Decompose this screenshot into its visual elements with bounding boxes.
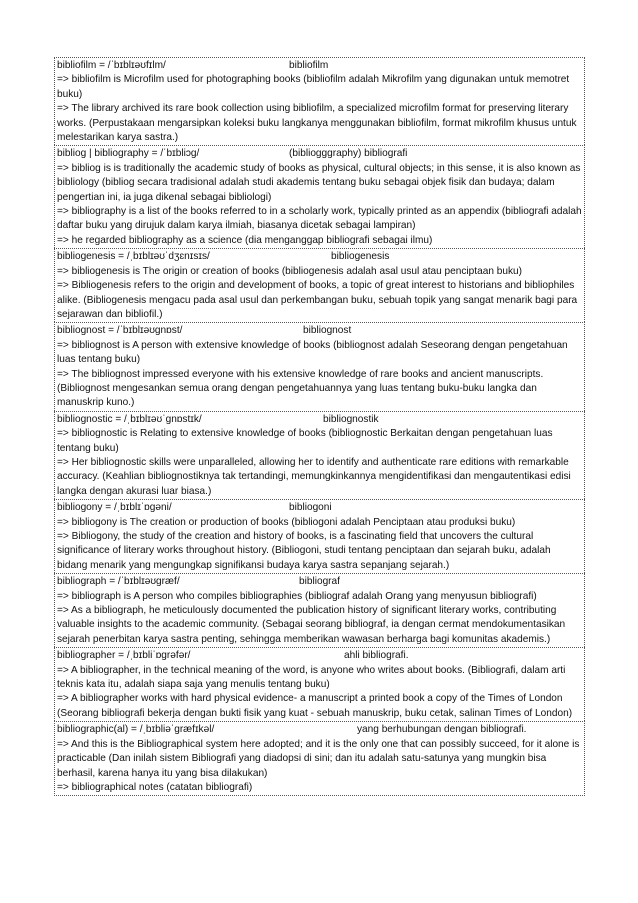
dictionary-entry: [54, 721, 585, 796]
entry-example-line: => biblio​g is is traditionally the academic study of books as physical, cultural objects; in this sense, it is also known as bibliology (bibliog secara tradisional adalah studi akademis tentang buku sebagai objek fisik dan budaya; dalam pengertian ini, ia juga dikenal sebagai bibliologi): [57, 162, 581, 203]
entry-example-line: => bibliogony is The creation or production of books (bibliogoni adalah Penciptaan atau produksi buku): [57, 516, 516, 528]
entry-heading: [57, 575, 582, 589]
entry-translation: bibliofilm: [289, 60, 329, 71]
dictionary-entry: [54, 499, 585, 573]
entry-example-line: => bibliographical notes (catatan bibliografi): [57, 781, 253, 793]
entry-example-line: => The bibliognost impressed everyone with his extensive knowledge of rare books and ancient manuscripts. (Bibliognost mengesankan semua orang dengan pengetahuannya yang luas tentang buku-buku langka dan manuskrip kuno.): [57, 368, 544, 409]
entry-example-line: => A bibliographer works with hard physical evidence- a manuscript a printed book a copy of the Times of London (Seorang bibliografi bekerja dengan bukti fisik yang kuat - sebuah manuskrip, buku cetak, salinan Times of London): [57, 693, 573, 719]
entry-heading: [57, 147, 582, 161]
entry-example-line: => he regarded bibliography as a science (dia menganggap bibliografi sebagai ilmu): [57, 234, 433, 246]
entry-term: bibliographer = /ˌbɪbliˈɒgrəfər/: [57, 650, 191, 662]
entry-translation: yang berhubungan dengan bibliografi.: [357, 724, 527, 736]
entry-example-line: => A bibliographer, in the technical meaning of the word, is anyone who writes about books. (Bibliografi, dalam arti teknis kata itu, adalah siapa saja yang menulis tentang buku): [57, 664, 566, 691]
entry-example-line: => Bibliogony, the study of the creation and history of books, is a fascinating field that uncovers the cultural significance of literary works throughout history. (Bibliogoni, studi tentang penciptaan dan sejarah buku, adalah bidang menarik yang mengungkap signifikansi budaya karya sastra sepanjang sejarah.): [57, 531, 551, 571]
dictionary-entry: [54, 322, 585, 410]
entry-heading: [57, 59, 582, 73]
entry-example-line: => bibliognost is A person with extensive knowledge of books (bibliognost adalah Seseorang dengan pengetahuan luas tentang buku): [57, 339, 568, 366]
entry-translation: bibliogenesis: [331, 251, 390, 263]
entry-translation: bibliogoni: [289, 502, 332, 514]
entry-term: bibliogony = /ˌbɪblɪˈɒgəni/: [57, 502, 172, 514]
dictionary-entry: [54, 647, 585, 721]
entry-translation: bibliognost: [303, 325, 352, 337]
entry-example-line: => bibliognostic is Relating to extensive knowledge of books (bibliognostic Berkaitan dengan pengetahuan luas tentang buku): [57, 428, 553, 454]
entry-term: bibliofilm = /ˈbɪblɪəʊfɪlm/: [57, 60, 166, 71]
entry-term: bibliognostic = /ˌbɪblɪəʊˈgnɒstɪk/: [57, 413, 202, 425]
entry-example-line: => As a bibliograph, he meticulously documented the publication history of significant literary works, contributing valuable insights to the academic community. (Sebagai seorang bibliograf, ia dengan cermat mendokumentasikan sejarah penerbitan karya sastra penting, sehingga memberikan wawasan berharga bagi komunitas akademis.): [57, 605, 566, 645]
document-page: [54, 57, 585, 796]
entry-heading: [57, 413, 582, 427]
entry-example-line: => Bibliogenesis refers to the origin and development of books, a topic of great interest to historians and bibliophiles alike. (Bibliogenesis mengacu pada asal usul dan perkembangan buku, sebuah topik yang sangat menarik bagi para sejarawan dan bibliofil.): [57, 280, 578, 320]
entry-example-line: => The library archived its rare book collection using bibliofilm, a specialized microfilm format for preserving literary works. (Perpustakaan mengarsipkan koleksi buku langkanya menggunakan bibliofilm, format mikrofilm khusus untuk melestarikan karya sastra.): [57, 103, 577, 144]
entry-example-line: => bibliograph is A person who compiles bibliographies (bibliograf adalah Orang yang menyusun bibliografi): [57, 590, 537, 602]
entry-example-line: => And this is the Bibliographical system here adopted; and it is the only one that can possibly succeed, for it alone is practicable (Dan inilah sistem Bibliografi yang diadopsi di sini; dan itu adalah satu-satunya yang mungkin bisa berhasil, karena hanya itu yang bisa dilakukan): [57, 738, 580, 779]
entry-heading: [57, 723, 582, 737]
entry-heading: [57, 501, 582, 515]
entry-example-line: => bibliofilm is Microfilm used for photographing books (bibliofilm adalah Mikrofilm yang digunakan untuk memotret buku): [57, 74, 570, 100]
entry-translation: bibliognostik: [323, 413, 379, 425]
entry-term: bibliognost = /ˈbɪblɪəʊgnɒst/: [57, 325, 183, 337]
entry-heading: [57, 649, 582, 663]
entry-term: bibliograph = /ˈbɪblɪəʊgræf/: [57, 576, 180, 588]
dictionary-entry: [54, 145, 585, 248]
entry-term: bibliog | bibliography = /ˈbɪbliɔg/: [57, 148, 200, 160]
entry-example-line: => bibliography is a list of the books referred to in a scholarly work, typically printed as an appendix (bibliografi adalah daftar buku yang dirujuk dalam karya ilmiah, biasanya dicetak sebagai lampiran): [57, 206, 582, 232]
entry-translation: ahli bibliografi.: [344, 650, 409, 662]
entry-term: bibliogenesis = /ˌbɪblɪəʊˈdʒɛnɪsɪs/: [57, 251, 210, 263]
entry-heading: [57, 324, 582, 338]
dictionary-entry: [54, 57, 585, 145]
dictionary-entry: [54, 573, 585, 647]
entry-term: bibliographic(al) = /ˌbɪbliəˈgræfɪkəl/: [57, 724, 215, 736]
dictionary-entry: [54, 248, 585, 322]
entry-translation: bibliograf: [299, 576, 340, 588]
dictionary-entry: [54, 411, 585, 499]
entry-heading: [57, 250, 582, 264]
entry-example-line: => bibliogenesis is The origin or creation of books (bibliogenesis adalah asal usul atau penciptaan buku): [57, 265, 522, 277]
entry-example-line: => Her bibliognostic skills were unparalleled, allowing her to identify and authenticate rare editions with remarkable accuracy. (Keahlian bibliognostiknya tak tertandingi, memungkinkannya mengidentifikasi dan mengautentikasi edisi langka dengan akurasi luar biasa.): [57, 456, 571, 497]
entry-translation: (bibliogggraphy) bibliografi: [289, 148, 408, 160]
